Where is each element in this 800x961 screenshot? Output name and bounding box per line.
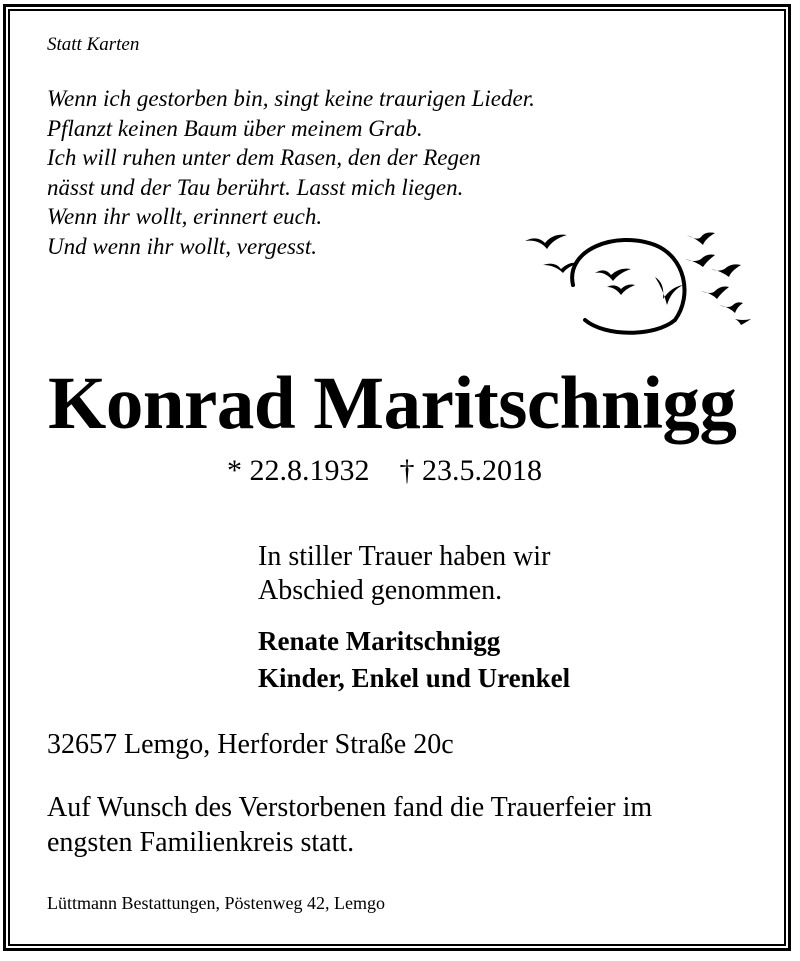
bird [685, 255, 715, 268]
intro-text: Statt Karten [47, 34, 140, 55]
bird [719, 302, 743, 313]
bird [607, 285, 635, 296]
poem-line: Pflanzt keinen Baum über meinem Grab. [47, 115, 423, 141]
mourners [258, 623, 570, 697]
poem [47, 84, 535, 262]
mourning-statement [258, 540, 550, 608]
death-date: † 23.5.2018 [399, 454, 542, 487]
deceased-name: Konrad Maritschnigg [48, 362, 737, 445]
mourning-line: In stiller Trauer haben wir [258, 541, 551, 572]
bird [525, 235, 567, 249]
funeral-note-line: engsten Familienkreis statt. [47, 827, 355, 858]
poem-line: nässt und der Tau berührt. Lasst mich liegen. [47, 174, 464, 200]
life-dates [227, 453, 542, 489]
mourner-line: Renate Maritschnigg [258, 626, 501, 656]
mourning-line: Abschied genommen. [258, 575, 503, 606]
bird [687, 233, 715, 246]
funeral-note [47, 790, 652, 860]
poem-line: Wenn ich gestorben bin, singt keine traurigen Lieder. [47, 86, 535, 111]
undertaker-info: Lüttmann Bestattungen, Pöstenweg 42, Lemgo [47, 893, 385, 913]
funeral-note-line: Auf Wunsch des Verstorbenen fand die Trauerfeier im [47, 792, 653, 823]
mourner-line: Kinder, Enkel und Urenkel [258, 663, 571, 693]
birth-date: * 22.8.1932 [227, 454, 370, 487]
poem-line: Und wenn ihr wollt, vergesst. [47, 233, 318, 259]
bird [595, 269, 631, 281]
poem-line: Wenn ihr wollt, erinnert euch. [47, 204, 323, 230]
sun-with-birds-icon [515, 225, 755, 340]
poem-line: Ich will ruhen unter dem Rasen, den der Regen [47, 145, 481, 171]
bird [701, 287, 729, 300]
bird [655, 277, 683, 305]
address: 32657 Lemgo, Herforder Straße 20c [47, 729, 454, 760]
bird [711, 264, 741, 277]
bird [735, 319, 751, 325]
